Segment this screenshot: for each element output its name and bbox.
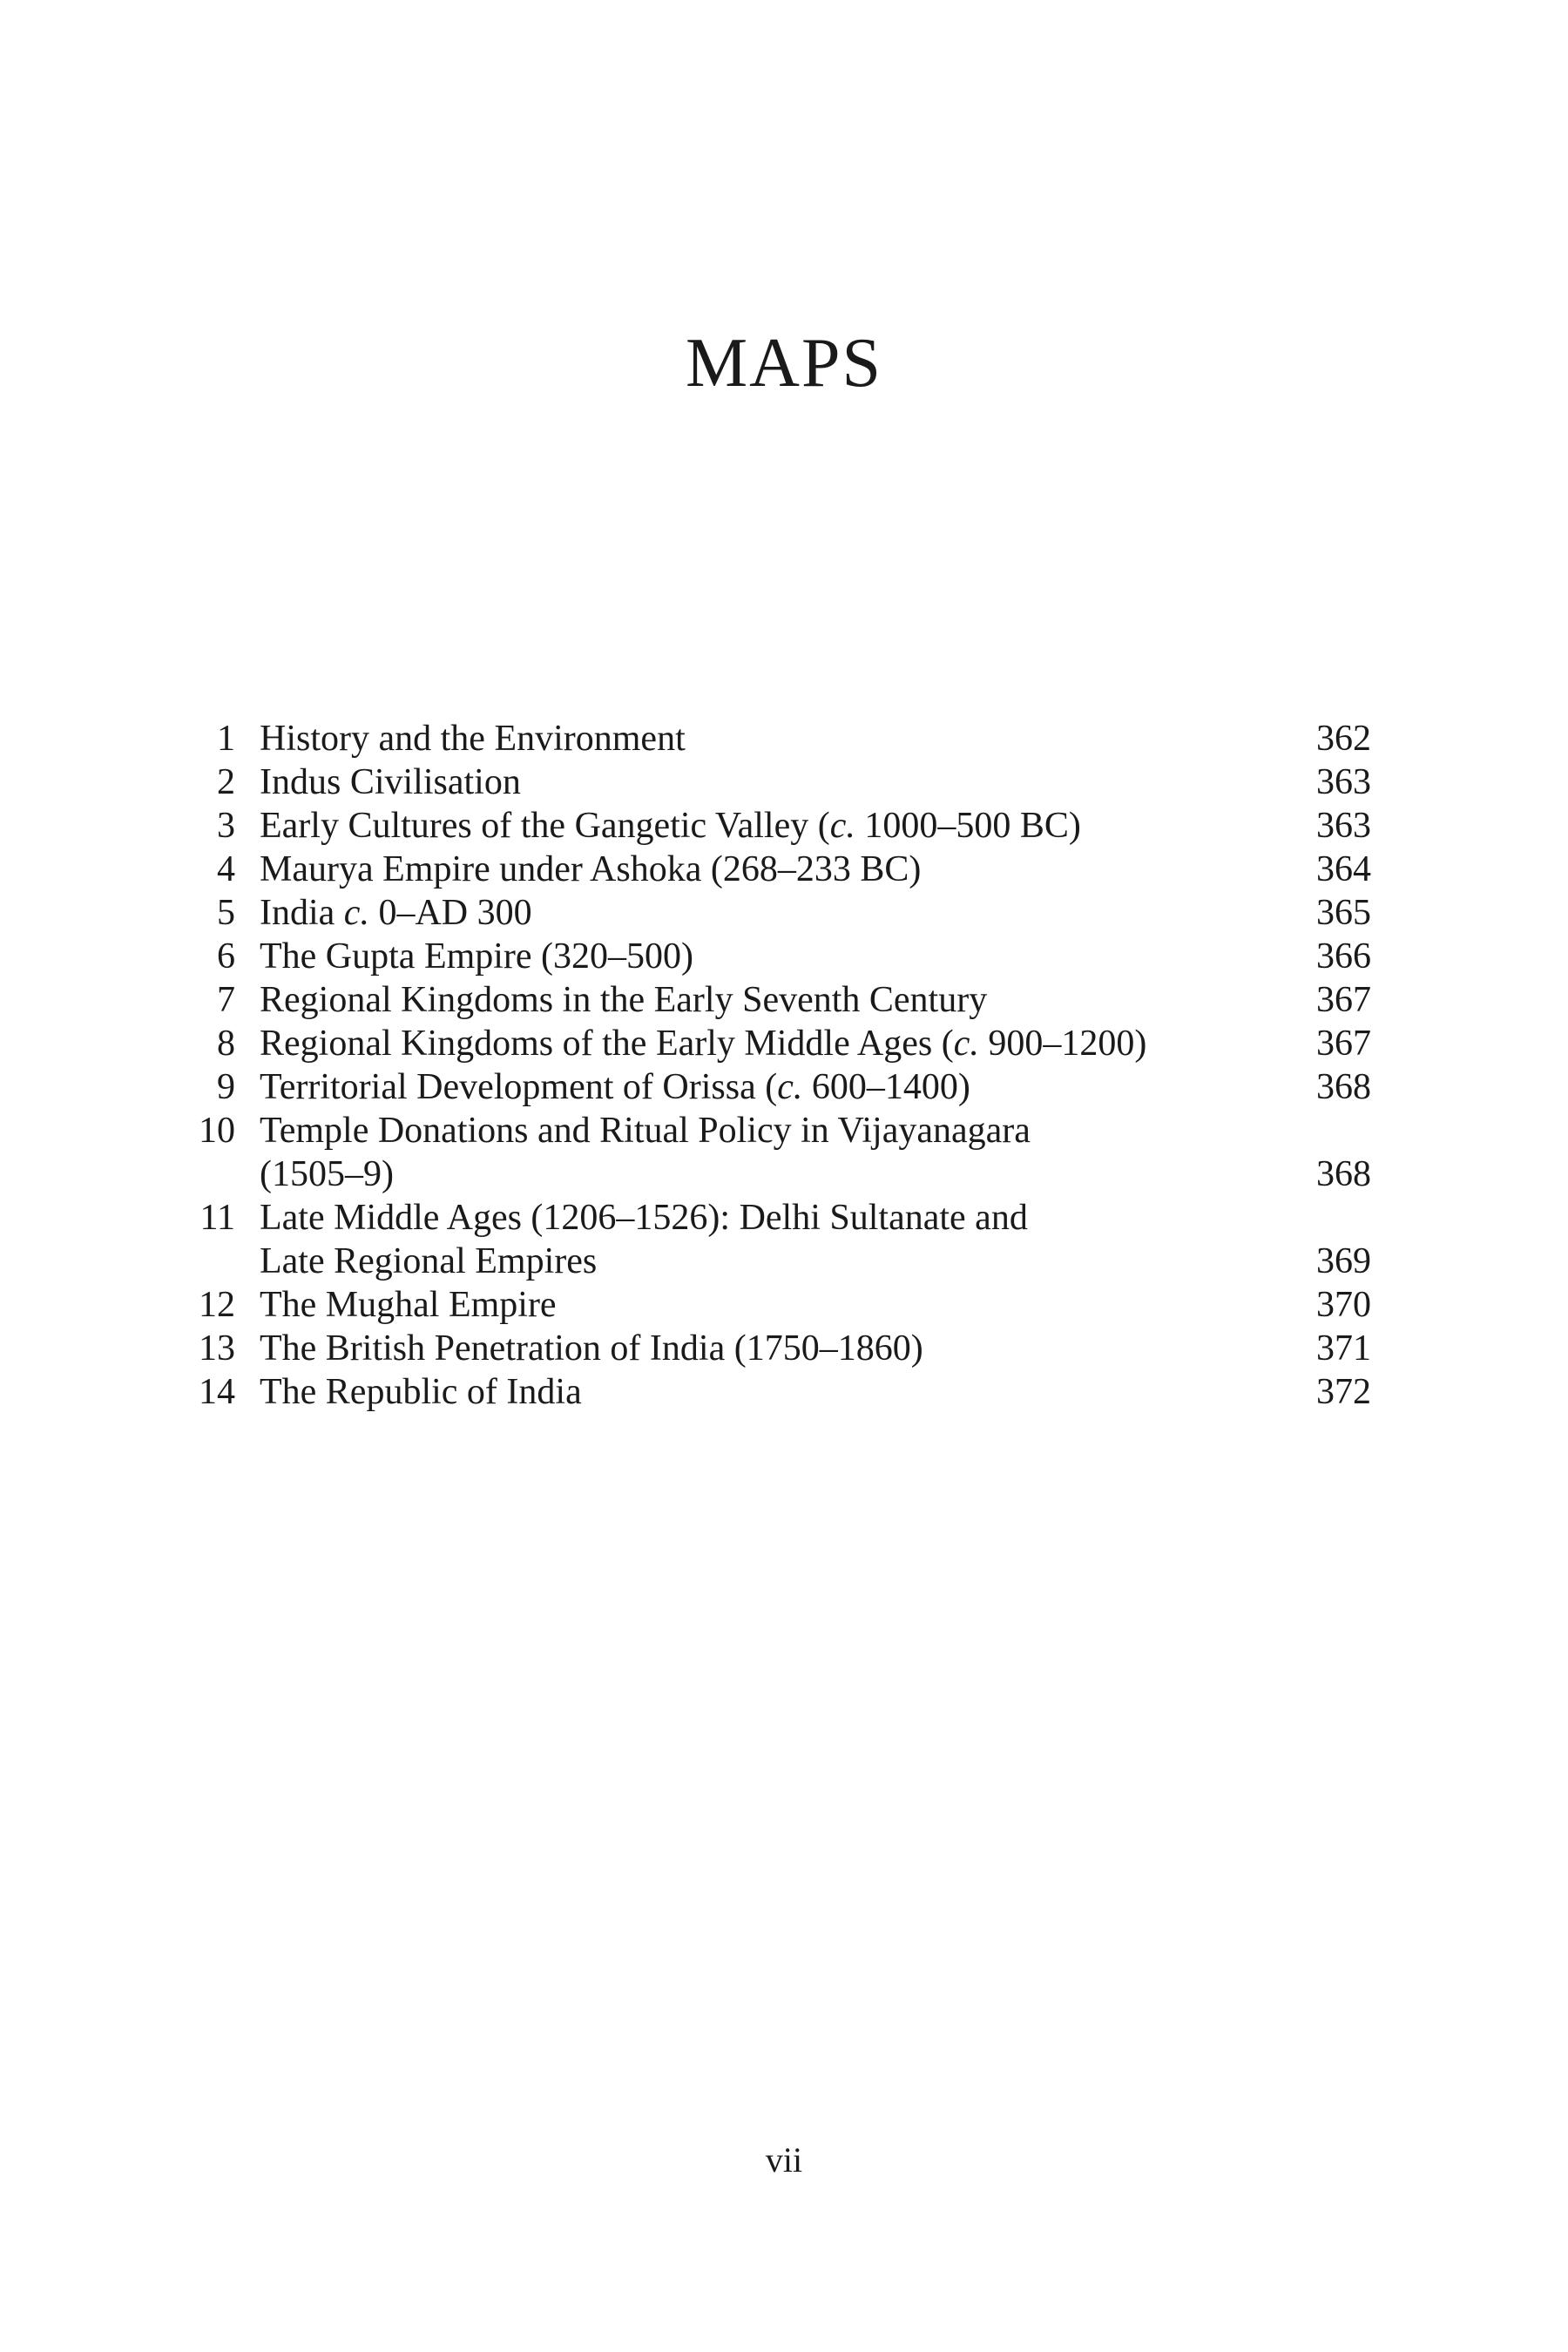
map-page-number: 370 [1316, 1285, 1371, 1325]
map-title: Temple Donations and Ritual Policy in Vijayanagara [260, 1111, 1031, 1151]
map-number: 8 [217, 1024, 235, 1064]
map-number: 10 [199, 1111, 235, 1151]
map-title: Late Middle Ages (1206–1526): Delhi Sultanate and [260, 1198, 1028, 1238]
map-title: Indus Civilisation [260, 762, 521, 802]
map-number: 4 [217, 849, 235, 889]
map-number: 2 [217, 762, 235, 802]
map-entry [185, 1022, 1371, 1065]
map-number: 1 [217, 719, 235, 759]
map-title: India c. 0–AD 300 [260, 893, 532, 933]
map-entry [185, 1370, 1371, 1414]
map-title: Regional Kingdoms of the Early Middle Ages (c. 900–1200) [260, 1024, 1147, 1064]
map-title: Maurya Empire under Ashoka (268–233 BC) [260, 849, 922, 889]
map-page-number: 367 [1316, 1024, 1371, 1064]
map-number: 3 [217, 806, 235, 846]
page-title: MAPS [686, 325, 882, 402]
map-page-number: 362 [1316, 719, 1371, 759]
map-entry [185, 1109, 1371, 1196]
map-title: The Gupta Empire (320–500) [260, 936, 694, 977]
map-page-number: 369 [1316, 1241, 1371, 1281]
map-entry [185, 1283, 1371, 1327]
map-title: Regional Kingdoms in the Early Seventh Century [260, 980, 988, 1020]
map-number: 14 [199, 1372, 235, 1412]
map-title: Late Regional Empires [260, 1241, 598, 1281]
map-title: Early Cultures of the Gangetic Valley (c. 1000–500 BC) [260, 806, 1081, 846]
map-page-number: 365 [1316, 893, 1371, 933]
map-number: 5 [217, 893, 235, 933]
map-title: The British Penetration of India (1750–1860) [260, 1328, 923, 1369]
map-title: History and the Environment [260, 719, 686, 759]
map-entry [185, 1327, 1371, 1370]
map-number: 6 [217, 936, 235, 977]
map-entry [185, 760, 1371, 804]
map-entry [185, 804, 1371, 848]
maps-list [185, 717, 1371, 1414]
map-page-number: 363 [1316, 762, 1371, 802]
map-page-number: 363 [1316, 806, 1371, 846]
map-entry [185, 891, 1371, 935]
map-entry [185, 1065, 1371, 1109]
map-page-number: 372 [1316, 1372, 1371, 1412]
map-page-number: 367 [1316, 980, 1371, 1020]
map-number: 13 [199, 1328, 235, 1369]
map-page-number: 371 [1316, 1328, 1371, 1369]
map-entry [185, 935, 1371, 978]
map-number: 11 [199, 1198, 235, 1238]
map-entry [185, 848, 1371, 891]
map-entry [185, 1196, 1371, 1283]
map-entry [185, 717, 1371, 760]
map-title: Territorial Development of Orissa (c. 600–1400) [260, 1067, 970, 1107]
map-title: The Mughal Empire [260, 1285, 557, 1325]
map-page-number: 366 [1316, 936, 1371, 977]
map-page-number: 368 [1316, 1154, 1371, 1194]
map-title: The Republic of India [260, 1372, 582, 1412]
map-page-number: 368 [1316, 1067, 1371, 1107]
map-entry [185, 978, 1371, 1022]
page-number: vii [765, 2140, 803, 2180]
map-number: 7 [217, 980, 235, 1020]
map-number: 9 [217, 1067, 235, 1107]
map-number: 12 [199, 1285, 235, 1325]
map-page-number: 364 [1316, 849, 1371, 889]
map-title: (1505–9) [260, 1154, 394, 1194]
